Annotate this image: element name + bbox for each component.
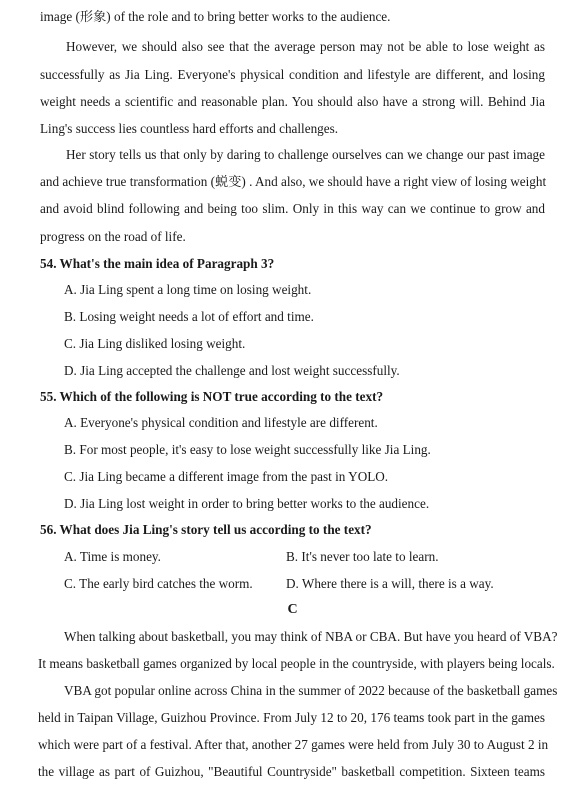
question-56-option-b: B. It's never too late to learn.: [286, 549, 439, 564]
question-56-option-c: C. The early bird catches the worm.: [64, 576, 253, 591]
section-heading: C: [287, 602, 298, 617]
question-55-option-a: A. Everyone's physical condition and lifestyle are different.: [64, 415, 378, 430]
paragraph-line: image (形象) of the role and to bring better works to the audience.: [40, 9, 391, 24]
question-56-option-a: A. Time is money.: [64, 549, 161, 564]
paragraph-line: successfully as Jia Ling. Everyone's physical condition and lifestyle are different, and losing: [40, 67, 545, 82]
question-54-option-c: C. Jia Ling disliked losing weight.: [64, 336, 246, 351]
paragraph-line: VBA got popular online across China in the summer of 2022 because of the basketball games: [64, 683, 558, 698]
question-56-option-d: D. Where there is a will, there is a way.: [286, 576, 494, 591]
paragraph-line: the village as part of Guizhou, "Beautiful Countryside" basketball competition. Sixteen teams: [38, 764, 545, 779]
question-54-option-a: A. Jia Ling spent a long time on losing weight.: [64, 282, 312, 297]
paragraph-line: and avoid blind following and being too slim. Only in this way can we continue to grow and: [40, 201, 545, 216]
paragraph-line: held in Taipan Village, Guizhou Province. From July 12 to 20, 176 teams took part in the games: [38, 710, 545, 725]
question-56-stem: 56. What does Jia Ling's story tell us according to the text?: [40, 522, 372, 537]
paragraph-line: progress on the road of life.: [40, 229, 186, 244]
paragraph-line: weight needs a scientific and reasonable plan. You should also have a strong will. Behind Jia: [40, 94, 545, 109]
question-55-stem: 55. Which of the following is NOT true according to the text?: [40, 389, 384, 404]
paragraph-line: which were part of a festival. After that, another 27 games were held from July 30 to August 2 in: [38, 737, 549, 752]
question-55-option-c: C. Jia Ling became a different image from the past in YOLO.: [64, 469, 389, 484]
paragraph-line: It means basketball games organized by local people in the countryside, with players being locals.: [38, 656, 555, 671]
paragraph-line: Her story tells us that only by daring to challenge ourselves can we change our past image: [66, 147, 545, 162]
question-55-option-b: B. For most people, it's easy to lose weight successfully like Jia Ling.: [64, 442, 431, 457]
question-54-stem: 54. What's the main idea of Paragraph 3?: [40, 256, 275, 271]
question-54-option-b: B. Losing weight needs a lot of effort and time.: [64, 309, 314, 324]
paragraph-line: When talking about basketball, you may think of NBA or CBA. But have you heard of VBA?: [64, 629, 558, 644]
paragraph-line: and achieve true transformation (蜕变) . And also, we should have a right view of losing weight: [40, 174, 547, 189]
paragraph-line: Ling's success lies countless hard efforts and challenges.: [40, 121, 339, 136]
paragraph-line: However, we should also see that the average person may not be able to lose weight as: [66, 39, 545, 54]
question-54-option-d: D. Jia Ling accepted the challenge and lost weight successfully.: [64, 363, 400, 378]
question-55-option-d: D. Jia Ling lost weight in order to bring better works to the audience.: [64, 496, 430, 511]
